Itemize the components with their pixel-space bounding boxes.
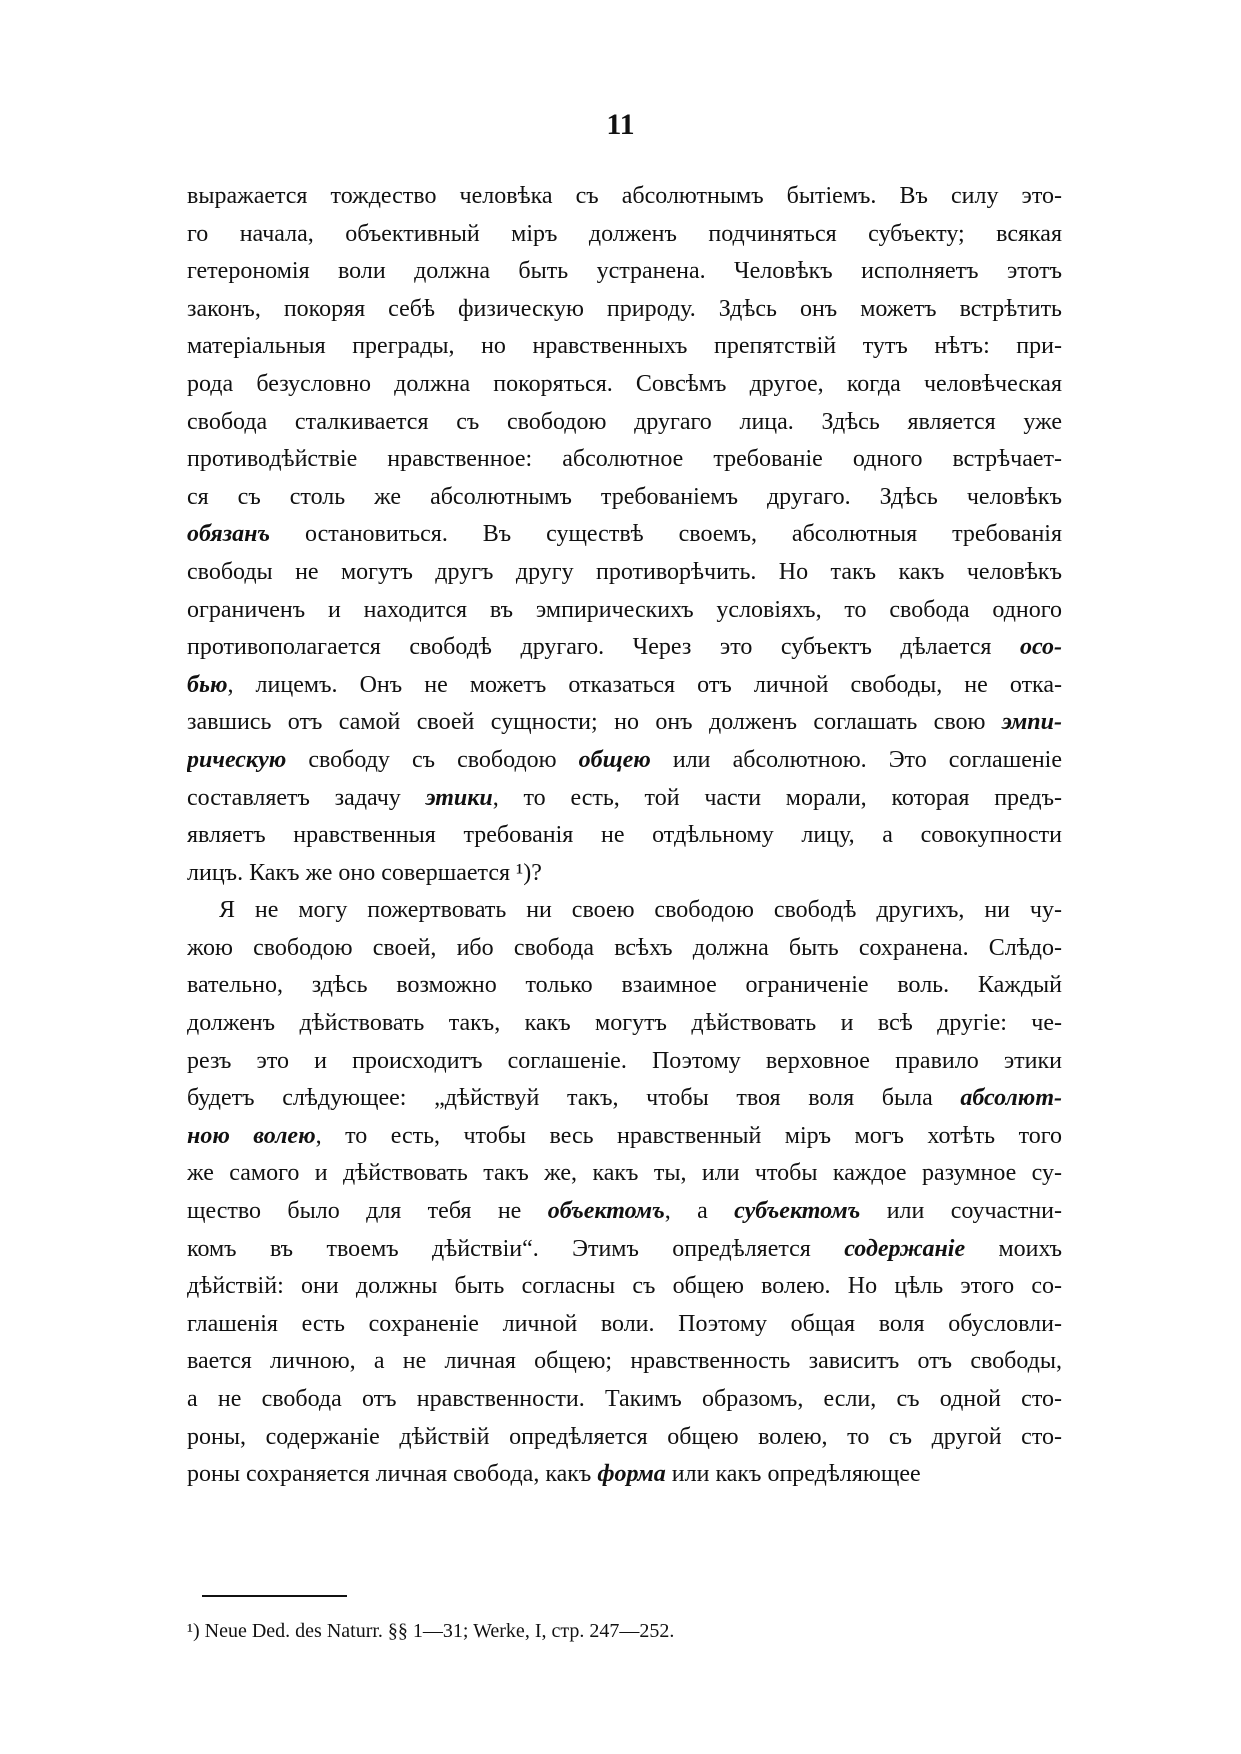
emphasis: осо-: [1019, 634, 1062, 661]
text-line: обязанъ остановиться. Въ существѣ своемъ, абсолютныя требованія: [187, 521, 1062, 548]
text-line: свободы не могутъ другъ другу противорѣчить. Но такъ какъ человѣкъ: [187, 558, 1062, 585]
text-line: завшись отъ самой своей сущности; но онъ долженъ соглашать свою эмпи-: [187, 709, 1062, 736]
page-number: 11: [606, 108, 635, 141]
text-line: противодѣйствіе нравственное: абсолютное требованіе одного встрѣчает-: [187, 446, 1062, 473]
emphasis: этики: [425, 784, 493, 811]
text-line: лицъ. Какъ же оно совершается ¹)?: [187, 859, 542, 886]
text-line: гетерономія воли должна быть устранена. Человѣкъ исполняетъ этотъ: [187, 258, 1062, 285]
text-line: глашенія есть сохраненіе личной воли. Поэтому общая воля обусловли-: [187, 1310, 1062, 1337]
emphasis: эмпи-: [1001, 709, 1062, 736]
text-line: законъ, покоряя себѣ физическую природу. Здѣсь онъ можетъ встрѣтить: [187, 295, 1062, 322]
text-line: роны сохраняется личная свобода, какъ форма или какъ опредѣляющее: [187, 1461, 921, 1488]
emphasis: абсолют-: [960, 1085, 1062, 1112]
text-line: щество было для тебя не объектомъ, а субъектомъ или соучастни-: [187, 1198, 1062, 1225]
emphasis: обязанъ: [187, 521, 271, 548]
text-line: го начала, объективный міръ долженъ подчиняться субъекту; всякая: [187, 220, 1062, 247]
text-line: вательно, здѣсь возможно только взаимное ограниченіе воль. Каждый: [187, 972, 1062, 999]
footnote-divider: [202, 1595, 347, 1597]
text-line: матеріальныя преграды, но нравственныхъ препятствій тутъ нѣтъ: при-: [187, 333, 1062, 360]
text-line: долженъ дѣйствовать такъ, какъ могутъ дѣйствовать и всѣ другіе: че-: [187, 1010, 1062, 1037]
text-line: выражается тождество человѣка съ абсолютнымъ бытіемъ. Въ силу это-: [187, 183, 1062, 209]
text-line: свобода сталкивается съ свободою другаго лица. Здѣсь является уже: [187, 408, 1062, 435]
text-line: дѣйствій: они должны быть согласны съ общею волею. Но цѣль этого со-: [187, 1273, 1062, 1300]
text-line: ограниченъ и находится въ эмпирическихъ условіяхъ, то свобода одного: [187, 596, 1062, 623]
text-line: ною волею, то есть, чтобы весь нравственный міръ могъ хотѣть того: [187, 1122, 1062, 1149]
text-line: вается личною, а не личная общею; нравственность зависитъ отъ свободы,: [187, 1348, 1062, 1375]
text-line: противополагается свободѣ другаго. Через это субъектъ дѣлается осо-: [187, 634, 1062, 661]
text-line: жою свободою своей, ибо свобода всѣхъ должна быть сохранена. Слѣдо-: [187, 934, 1062, 961]
text-line: будетъ слѣдующее: „дѣйствуй такъ, чтобы твоя воля была абсолют-: [187, 1085, 1062, 1112]
footnote: ¹) Neue Ded. des Naturr. §§ 1—31; Werke, I, стр. 247—252.: [187, 1620, 675, 1642]
text-line: комъ въ твоемъ дѣйствіи“. Этимъ опредѣляется содержаніе моихъ: [187, 1235, 1062, 1262]
text-line: резъ это и происходитъ соглашеніе. Поэтому верховное правило этики: [187, 1047, 1062, 1074]
emphasis: содержаніе: [844, 1235, 966, 1262]
text-line: а не свобода отъ нравственности. Такимъ образомъ, если, съ одной сто-: [187, 1386, 1062, 1412]
text-line: же самого и дѣйствовать такъ же, какъ ты, или чтобы каждое разумное су-: [187, 1160, 1062, 1187]
body-text: [187, 178, 1062, 1494]
text-line: роны, содержаніе дѣйствій опредѣляется общею волею, то съ другой сто-: [187, 1423, 1062, 1450]
text-line: рическую свободу съ свободою общею или абсолютною. Это соглашеніе: [187, 746, 1062, 773]
emphasis: объектомъ: [547, 1198, 665, 1225]
emphasis: общею: [578, 746, 651, 773]
emphasis: субъектомъ: [734, 1198, 861, 1225]
text-line: являетъ нравственныя требованія не отдѣльному лицу, а совокупности: [187, 822, 1062, 849]
emphasis: форма: [597, 1461, 666, 1488]
emphasis: рическую: [187, 746, 287, 773]
text-line: Я не могу пожертвовать ни своею свободою свободѣ другихъ, ни чу-: [219, 897, 1062, 924]
text-line: рода безусловно должна покоряться. Совсѣмъ другое, когда человѣческая: [187, 370, 1062, 397]
text-line: бью, лицемъ. Онъ не можетъ отказаться отъ личной свободы, не отка-: [187, 671, 1062, 698]
text-line: ся съ столь же абсолютнымъ требованіемъ другаго. Здѣсь человѣкъ: [187, 483, 1062, 510]
emphasis: бью: [187, 671, 228, 698]
emphasis: ною волею: [187, 1122, 316, 1149]
text-line: составляетъ задачу этики, то есть, той части морали, которая предъ-: [187, 784, 1062, 811]
